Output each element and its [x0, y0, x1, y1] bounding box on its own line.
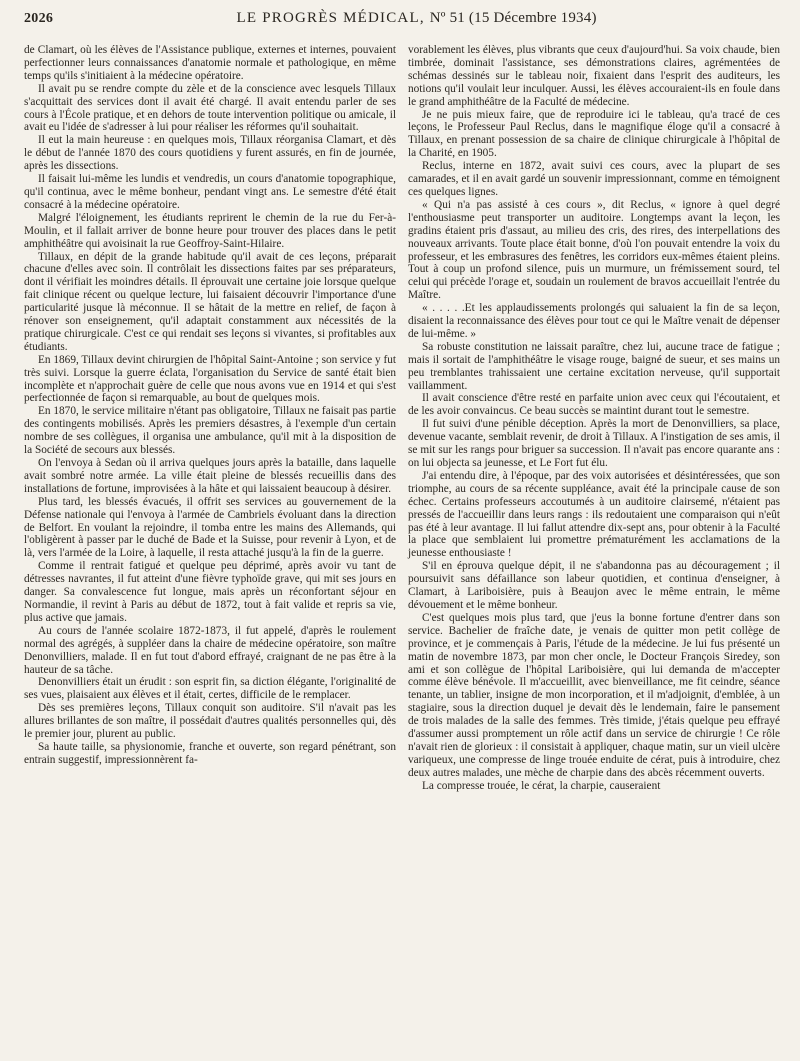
page-number: 2026: [24, 11, 54, 26]
paragraph: Il fut suivi d'une pénible déception. Après la mort de Denonvilliers, sa place, devenue vacante, semblait revenir, de droit à Tillaux. A l'instigation de ses amis, il se mit sur les rangs pour briguer sa succession. Il n'avait pas encore quarante ans : on lui objecta sa jeunesse, et Le Fort fut élu.: [408, 418, 780, 469]
paragraph: Denonvilliers était un érudit : son esprit fin, sa diction élégante, l'originalité de ses vues, plaisaient aux élèves et il était, certes, difficile de le remplacer.: [24, 676, 396, 702]
left-column: [24, 44, 396, 793]
paragraph: vorablement les élèves, plus vibrants que ceux d'aujourd'hui. Sa voix chaude, bien timbrée, dominait l'assistance, ses démonstrations claires, agrémentées de schémas dessinés sur le tableau noir, fixaient dans l'esprit des auditeurs, les notions qu'il voulait leur inculquer. Aussi, les élèves accouraient-ils en foule dans le grand amphithéâtre de la Faculté de médecine.: [408, 44, 780, 108]
running-header: [24, 10, 780, 36]
paragraph: Il avait conscience d'être resté en parfaite union avec ceux qui l'écoutaient, et de les avoir convaincus. Ce beau succès se maintint durant tout le semestre.: [408, 392, 780, 418]
paragraph: En 1869, Tillaux devint chirurgien de l'hôpital Saint-Antoine ; son service y fut très suivi. Lorsque la guerre éclata, l'organisation du Service de santé était bien incomplète et n'approchait guère de celle que nous avons vue en 1914 et qui s'est perfectionnée de façon si remarquable, au bout de quelques mois.: [24, 353, 396, 405]
paragraph: Sa robuste constitution ne laissait paraître, chez lui, aucune trace de fatigue ; mais il sortait de l'amphithéâtre le visage rouge, baigné de sueur, et ses mains un peu tremblantes trahissaient une certaine excitation nerveuse, qu'il supportait vaillamment.: [408, 340, 780, 392]
right-column: [408, 44, 780, 793]
paragraph: Comme il rentrait fatigué et quelque peu déprimé, après avoir vu tant de détresses navrantes, il fut atteint d'une fièvre typhoïde grave, qui mit ses jours en danger. Sa convalescence fut longue, mais après un réconfortant séjour en Normandie, il revint à Paris au début de 1872, tout à fait valide et repris sa vie, plus active que jamais.: [24, 560, 396, 624]
paragraph: de Clamart, où les élèves de l'Assistance publique, externes et internes, pouvaient perfectionner leurs connaissances d'anatomie normale et pathologique, en même temps qu'ils s'initiaient à la médecine opératoire.: [24, 44, 396, 82]
issue-number: Nº 51 (15 Décembre 1934): [429, 10, 597, 26]
paragraph: « . . . . .Et les applaudissements prolongés qui saluaient la fin de sa leçon, disaient la reconnaissance des élèves pour tout ce qui le Maître venait de dépenser de lui-même. »: [408, 302, 780, 340]
journal-title: LE PROGRÈS MÉDICAL,: [236, 10, 425, 26]
paragraph: Au cours de l'année scolaire 1872-1873, il fut appelé, d'après le roulement normal des agrégés, à suppléer dans la chaire de médecine opératoire, son maître Denonvilliers, malade. Il en fut tout d'abord effrayé, craignant de ne pas être à la hauteur de sa tâche.: [24, 624, 396, 676]
text-columns: [24, 44, 780, 793]
paragraph: « Qui n'a pas assisté à ces cours », dit Reclus, « ignore à quel degré l'enthousiasme peut transporter un auditoire. Longtemps avant la leçon, les gradins étaient pris d'assaut, au milieu des cris, des rires, des interpellations des nouveaux arrivants. Toute place était bonne, d'où l'on pouvait entendre la voix du professeur, et les embrasures des fenêtres, les corridors eux-mêmes étaient pleins. Tout à coup un profond silence, puis un murmure, un frémissement sourd, tel celui qui précède l'orage et, soudain un roulement de bravos accueillait l'entrée du Maître.: [408, 198, 780, 302]
paragraph: Dès ses premières leçons, Tillaux conquit son auditoire. S'il n'avait pas les allures brillantes de son maître, il possédait d'autres qualités personnelles qui, dès le premier jour, plurent au public.: [24, 702, 396, 741]
paragraph: Je ne puis mieux faire, que de reproduire ici le tableau, qu'a tracé de ces leçons, le Professeur Paul Reclus, dans le magnifique éloge qu'il a consacré à Tillaux, en prenant possession de sa chaire de clinique chirurgicale à l'hôpital de la Charité, en 1905.: [408, 108, 780, 160]
paragraph: Il eut la main heureuse : en quelques mois, Tillaux réorganisa Clamart, et dès le début de l'année 1870 des cours quotidiens y furent assurés, en fin de journée, après les dissections.: [24, 134, 396, 173]
journal-title-line: [53, 10, 780, 27]
paragraph: C'est quelques mois plus tard, que j'eus la bonne fortune d'entrer dans son service. Bachelier de fraîche date, je venais de quitter mon petit collège de province, et je commençais à Paris, l'étude de la médecine. Je lui fus présenté un matin de novembre 1873, par mon cher oncle, le Docteur François Siredey, son ami et son collègue de l'hôpital Lariboisière, qui lui demanda de m'accepter comme élève bénévole. Il m'accueillit, avec bienveillance, me fit ceindre, séance tenante, un tablier, insigne de mon incorporation, et il m'adjoignit, d'emblée, à un stagiaire, sous la direction duquel je devait dès le lendemain, faire le pansement de trois malades de la salle des femmes. Très timide, j'étais quelque peu effrayé d'assumer aussi promptement un rôle actif dans un service de chirurgie ! Ce rôle n'avait rien de glorieux : il consistait à appliquer, chaque matin, sur un vieil ulcère variqueux, une compresse de linge trouée enduite de cérat, puis à introduire, chez deux autres malades, une mèche de charpie dans des abcès récemment ouverts.: [408, 611, 780, 779]
paragraph: Plus tard, les blessés évacués, il offrit ses services au gouvernement de la Défense nationale qui l'envoya à l'armée de Cambriels évoluant dans la direction de Belfort. En voulant la rejoindre, il tomba entre les mains des Allemands, qui l'obligèrent à passer par le duché de Bade et la Suisse, pour revenir à Lyon, et de là, vers l'armée de la Loire, à laquelle, il resta attaché jusqu'à la fin de la guerre.: [24, 495, 396, 560]
paragraph: On l'envoya à Sedan où il arriva quelques jours après la bataille, dans laquelle avait sombré notre armée. La ville était pleine de blessés recueillis dans des installations de fortune, improvisées à la hâte et qui laissaient beaucoup à désirer.: [24, 457, 396, 495]
paragraph: Il avait pu se rendre compte du zèle et de la conscience avec lesquels Tillaux s'acquittait des services dont il avait été chargé. Il avait entendu parler de ses cours à l'École pratique, et en dehors de toute intervention politique ou amicale, il avait eu l'idée de s'adresser à lui pour réaliser les réformes qu'il souhaitait.: [24, 82, 396, 134]
paragraph: En 1870, le service militaire n'étant pas obligatoire, Tillaux ne faisait pas partie des contingents mobilisés. Après les premiers désastres, à l'exemple d'un certain nombre de ses collègues, il organisa une ambulance, qu'il mit à la disposition de la Société de secours aux blessés.: [24, 405, 396, 457]
paragraph: Malgré l'éloignement, les étudiants reprirent le chemin de la rue du Fer-à-Moulin, et il fallait arriver de bonne heure pour trouver des places dans le petit amphithéâtre qui avoisinait la rue Geoffroy-Saint-Hilaire.: [24, 211, 396, 250]
paragraph: Reclus, interne en 1872, avait suivi ces cours, avec la plupart de ses camarades, et il en avait gardé un souvenir impressionnant, comme en témoignent ces quelques lignes.: [408, 160, 780, 198]
paragraph: S'il en éprouva quelque dépit, il ne s'abandonna pas au découragement ; il poursuivit sans défaillance son labeur quotidien, et continua d'enseigner, à Clamart, à Lariboisière, puis à Beaujon avec le même entrain, le même dévouement et le même bonheur.: [408, 560, 780, 611]
paragraph: La compresse trouée, le cérat, la charpie, causeraient: [422, 779, 661, 792]
paragraph: Sa haute taille, sa physionomie, franche et ouverte, son regard pénétrant, son entrain suggestif, impressionnèrent fa-: [24, 740, 396, 766]
paragraph: Il faisait lui-même les lundis et vendredis, un cours d'anatomie topographique, qu'il continua, avec le même bonheur, pendant vingt ans. Le semestre d'été était consacré à la médecine opératoire.: [24, 173, 396, 211]
paragraph: J'ai entendu dire, à l'époque, par des voix autorisées et désintéressées, que son triomphe, au cours de sa récente suppléance, avait été la principale cause de son échec. Certains professeurs accoutumés à un auditoire clairsemé, n'étaient pas pressés de l'accueillir dans leurs rangs : ils redoutaient une comparaison qui n'eût pas été à leur avantage. Il lui fallut attendre dix-sept ans, pour obtenir à la Faculté la place que semblaient lui promettre prématurément les acclamations de la jeunesse enthousiaste !: [408, 469, 780, 560]
paragraph: Tillaux, en dépit de la grande habitude qu'il avait de ces leçons, préparait chacune d'elles avec soin. Il contrôlait les dissections faites par ses préparateurs, dont il vérifiait les moindres détails. Il éprouvait une certaine joie lorsque quelque fait clinique récent ou quelque lecture, lui faisaient découvrir l'importance d'une particularité jusque là méconnue. Il se hâtait de la mettre en relief, de façon à rénover son enseignement, qu'il adaptait constamment aux nécessités de la pratique chirurgicale. C'est ce qui rendait ses leçons si vivantes, si profitables aux étudiants.: [24, 250, 396, 353]
